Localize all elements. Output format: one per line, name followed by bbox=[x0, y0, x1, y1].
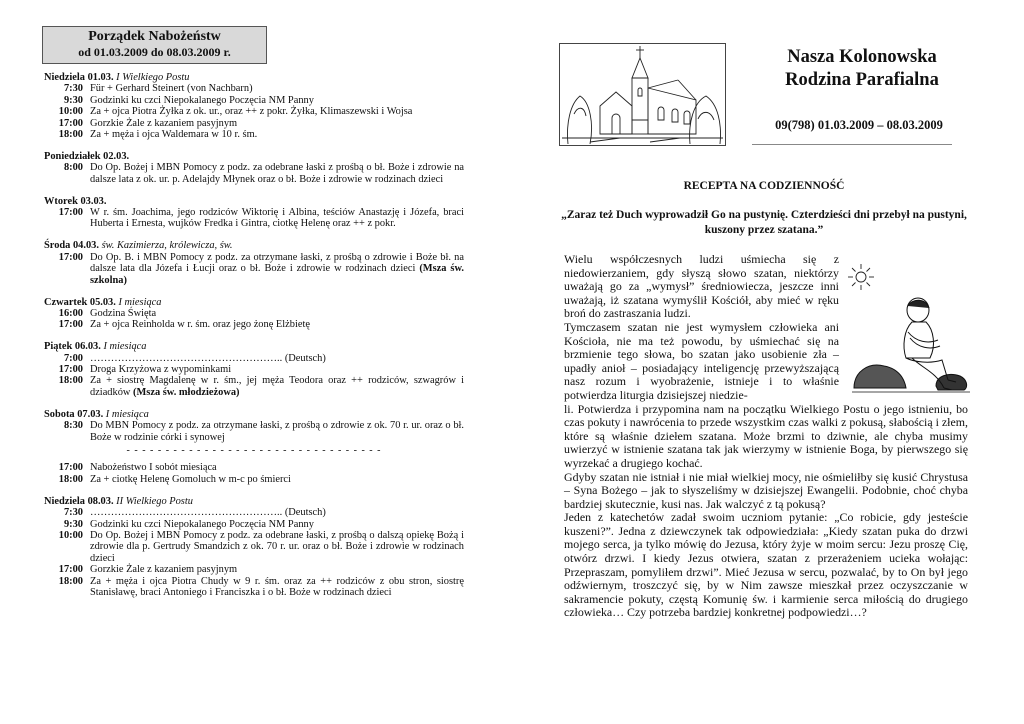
intention-text: Godzinki ku czci Niepokalanego Poczęcia NM Panny bbox=[90, 518, 314, 530]
schedule-row bbox=[44, 106, 464, 117]
day-heading bbox=[44, 341, 464, 352]
day-date: Sobota 07.03. bbox=[44, 408, 104, 420]
mass-time: 10:00 bbox=[58, 106, 83, 118]
intention-text: W r. śm. Joachima, jego rodziców Wiktorię i Albina, teściów Anastazję i Józefa, braci Huberta i Ernesta, wujków Fredka i Gintra, ciotkę Helenę oraz ++ z pokr. bbox=[90, 207, 464, 230]
day-heading bbox=[44, 196, 464, 207]
mass-intention bbox=[90, 252, 464, 286]
article-paragraph: Wielu współczesnych ludzi uśmiecha się z niedowierzaniem, gdy słyszą słowo szatan, niektórzy uważają go za „wymysł” średniowiecza, jeszcze inni uważają, iż szatana wymyślił Kościół, aby mieć w ręku broń do zastraszania ludzi. bbox=[564, 252, 839, 321]
mass-time: 17:00 bbox=[58, 207, 83, 219]
schedule-row bbox=[44, 319, 464, 330]
liturgical-day: św. Kazimierza, królewicza, św. bbox=[101, 240, 233, 252]
mass-intention bbox=[90, 420, 464, 443]
schedule-title-box bbox=[42, 26, 267, 64]
mass-intention bbox=[90, 576, 464, 599]
day-date: Wtorek 03.03. bbox=[44, 195, 107, 207]
schedule-row bbox=[44, 519, 464, 530]
mass-time: 17:00 bbox=[58, 564, 83, 576]
intention-text: Do Op. Bożej i MBN Pomocy z podz. za odebrane łaski, z prośbą o dalszą opiekę Bożą i zdrowie dla p. Gertrudy Smandzich z ok. 70 r. ur. oraz o bł. Boże i zdrowie w rodzinach dzieci bbox=[90, 529, 464, 564]
schedule-row bbox=[44, 474, 464, 485]
schedule-row bbox=[44, 564, 464, 575]
mass-intention bbox=[90, 95, 464, 106]
intention-text: Nabożeństwo I sobót miesiąca bbox=[90, 462, 217, 474]
intention-text: Do Op. Bożej i MBN Pomocy z podz. za odebrane łaski z prośbą o bł. Boże i zdrowie na dalsze lata z ok. ur. p. Adelajdy Młynek oraz o bł. Boże i zdrowie w rodzinach dzieci bbox=[90, 162, 464, 185]
newsletter-title-line2: Rodzina Parafialna bbox=[785, 70, 939, 90]
issue-number: 09(798) 01.03.2009 – 08.03.2009 bbox=[775, 118, 943, 132]
day-date: Środa 04.03. bbox=[44, 240, 99, 252]
church-illustration bbox=[559, 43, 726, 146]
intention-text: Für + Gerhard Steinert (von Nachbarn) bbox=[90, 83, 253, 95]
liturgical-day: I miesiąca bbox=[118, 296, 162, 308]
dotted-separator: - - - - - - - - - - - - - - - - - - - - - - - - - - - - - - - - - bbox=[126, 444, 382, 456]
day-heading bbox=[44, 240, 464, 251]
intention-text: Za + siostrę Magdalenę w r. śm., jej męża Teodora oraz ++ rodziców, szwagrów i dziadków bbox=[90, 375, 464, 398]
mass-label: (Msza św. szkolna) bbox=[90, 263, 464, 286]
day-date: Niedziela 01.03. bbox=[44, 72, 114, 83]
day-date: Piątek 06.03. bbox=[44, 341, 101, 353]
mass-time: 17:00 bbox=[58, 117, 83, 129]
article-paragraph: Gdyby szatan nie istniał i nie miał wielkiej mocy, nie ośmieliłby się kusić Chrystusa – Syna Bożego – jak to słyszeliśmy w dzisiejszej Ewangelii. Podobnie, choć chyba bardziej skutecznie, kusi nas. Jak walczyć z tą pokusą? bbox=[564, 469, 968, 511]
divider bbox=[752, 144, 952, 145]
mass-time: 18:00 bbox=[58, 375, 83, 387]
intention-text: Droga Krzyżowa z wypominkami bbox=[90, 364, 232, 376]
mass-intention bbox=[90, 83, 464, 94]
schedule-day bbox=[44, 496, 464, 599]
intention-text: ……………………………………………….. (Deutsch) bbox=[90, 352, 326, 364]
intention-text: Za + ojca Reinholda w r. śm. oraz jego żonę Elżbietę bbox=[90, 319, 310, 331]
mass-time: 18:00 bbox=[58, 575, 83, 587]
schedule-day bbox=[44, 240, 464, 286]
mass-intention bbox=[90, 308, 464, 319]
schedule-row bbox=[44, 95, 464, 106]
schedule-row bbox=[44, 576, 464, 599]
mass-intention bbox=[90, 462, 464, 473]
schedule-row bbox=[44, 252, 464, 286]
schedule-row bbox=[44, 207, 464, 230]
intention-text: Za + ciotkę Helenę Gomoluch w m-c po śmierci bbox=[90, 473, 291, 485]
article-paragraph: li. Potwierdza i przypomina nam na początku Wielkiego Postu o jego istnieniu, bo czas pokuty i nawrócenia to przede wszystkim czas walki z pokusą, słabością i złem, które są właśnie dziełem szatana. Może brzmi to dziwnie, ale chyba musimy uwierzyć w istnienie szatana tak jak wierzymy w istnienie Boga, by pierwszego się wyrzekać a drugiego kochać. bbox=[564, 401, 968, 470]
day-date: Niedziela 08.03. bbox=[44, 495, 114, 507]
schedule-row bbox=[44, 530, 464, 564]
mass-time: 18:00 bbox=[58, 129, 83, 141]
section-title: RECEPTA NA CODZIENNOŚĆ bbox=[683, 180, 845, 192]
liturgical-day: II Wielkiego Postu bbox=[116, 495, 193, 507]
church-icon bbox=[560, 44, 725, 145]
schedule-day bbox=[44, 341, 464, 398]
schedule-row bbox=[44, 364, 464, 375]
schedule-row bbox=[44, 507, 464, 518]
day-heading bbox=[44, 151, 464, 162]
schedule-row bbox=[44, 375, 464, 398]
article-body bbox=[564, 253, 968, 620]
mass-time: 17:00 bbox=[58, 462, 83, 474]
mass-time: 7:30 bbox=[63, 83, 83, 95]
schedule-day bbox=[44, 72, 464, 140]
mass-intention bbox=[90, 364, 464, 375]
gospel-quote: „Zaraz też Duch wyprowadził Go na pustynię. Czterdzieści dni przebył na pustyni, kuszony przez szatana.” bbox=[561, 209, 967, 236]
schedule-row bbox=[44, 308, 464, 319]
mass-schedule bbox=[44, 72, 464, 609]
day-date: Czwartek 05.03. bbox=[44, 296, 116, 308]
schedule-day bbox=[44, 409, 464, 485]
day-heading bbox=[44, 297, 464, 308]
intention-text: Godzina Święta bbox=[90, 307, 157, 319]
mass-intention bbox=[90, 319, 464, 330]
mass-intention bbox=[90, 474, 464, 485]
schedule-row bbox=[44, 420, 464, 443]
mass-intention bbox=[90, 162, 464, 185]
intention-text: Godzinki ku czci Niepokalanego Poczęcia NM Panny bbox=[90, 94, 314, 106]
mass-time: 18:00 bbox=[58, 473, 83, 485]
intention-text: Do Op. B. i MBN Pomocy z podz. za otrzymane łaski, z prośbą o zdrowie i Boże bł. na dalsze lata dla Józefa i Łucji oraz o bł. Boże i zdrowie w rodzinach dzieci bbox=[90, 251, 464, 275]
schedule-row bbox=[44, 118, 464, 129]
mass-intention bbox=[90, 530, 464, 564]
liturgical-day: I Wielkiego Postu bbox=[116, 72, 190, 83]
mass-time: 9:30 bbox=[63, 518, 83, 530]
mass-intention bbox=[90, 507, 464, 518]
mass-time: 10:00 bbox=[58, 529, 83, 541]
article-paragraph: Jeden z katechetów zadał swoim uczniom pytanie: „Co robicie, gdy jesteście kuszeni?”. Jedna z dziewczynek tak odpowiedziała: „Kiedy szatan puka do drzwi mojego serca, ja tylko mówię do Jezusa, który żyje w moim sercu: Jezu proszę Cię, otwórz drzwi. I kiedy Jezus otwiera, szatan z przerażeniem ucieka wołając: Przepraszam, pomyliłem drzwi”. Mieć Jezusa w sercu, pozwalać, by to On był jego odźwiernym, troszczyć się, by w Nim zawsze mieszkał przez oczyszczanie w sakramencie pokuty, częstą Komunię św. i karmienie serca miłością do drugiego człowieka… Czy potrzeba bardziej konkretnej podpowiedzi…? bbox=[564, 510, 968, 620]
mass-time: 8:00 bbox=[63, 162, 83, 174]
article-paragraph: Tymczasem szatan nie jest wymysłem człowieka ani Kościoła, nie ma też powodu, by uśmiechać się na brzmienie tego słowa, bo szatan jako usobienie zła – upadły anioł – posiadający inteligencję przewyższającą nasz rozum i wyobrażenie, istnieje i to właśnie potwierdza liturgia dzisiejszej niedzie- bbox=[564, 319, 839, 402]
liturgical-day: I miesiąca bbox=[103, 341, 147, 353]
mass-intention bbox=[90, 207, 464, 230]
liturgical-day: I miesiąca bbox=[105, 408, 149, 420]
day-heading bbox=[44, 496, 464, 507]
day-date: Poniedziałek 02.03. bbox=[44, 150, 130, 162]
newsletter-title-line1: Nasza Kolonowska bbox=[787, 47, 937, 67]
schedule-row bbox=[44, 462, 464, 473]
mass-time: 16:00 bbox=[58, 307, 83, 319]
mass-intention bbox=[90, 375, 464, 398]
intention-text: Do MBN Pomocy z podz. za otrzymane łaski, z prośbą o zdrowie z ok. 70 r. ur. oraz o bł. Boże w rodzinie córki i synowej bbox=[90, 420, 464, 443]
schedule-day bbox=[44, 151, 464, 185]
intention-text: Gorzkie Żale z kazaniem pasyjnym bbox=[90, 564, 238, 576]
schedule-row bbox=[44, 353, 464, 364]
mass-intention bbox=[90, 353, 464, 364]
day-heading bbox=[44, 72, 464, 83]
mass-intention bbox=[90, 106, 464, 117]
intention-text: Za + męża i ojca Waldemara w 10 r. śm. bbox=[90, 129, 258, 141]
intention-text: ……………………………………………….. (Deutsch) bbox=[90, 507, 326, 519]
intention-text: Gorzkie Żale z kazaniem pasyjnym bbox=[90, 117, 238, 129]
intention-text: Za + ojca Piotra Żyłka z ok. ur., oraz ++ z pokr. Żyłka, Klimaszewski i Wojsa bbox=[90, 106, 413, 118]
schedule-day bbox=[44, 297, 464, 331]
mass-time: 17:00 bbox=[58, 319, 83, 331]
mass-time: 17:00 bbox=[58, 251, 83, 263]
mass-label: (Msza św. młodzieżowa) bbox=[133, 386, 240, 398]
intention-text: Za + męża i ojca Piotra Chudy w 9 r. śm. oraz za ++ rodziców z obu stron, siostrę Stanisławę, braci Antoniego i Franciszka i o bł. Boże w rodzinach dzieci bbox=[90, 575, 464, 598]
mass-intention bbox=[90, 564, 464, 575]
day-heading bbox=[44, 409, 464, 420]
mass-intention bbox=[90, 118, 464, 129]
schedule-row bbox=[44, 129, 464, 140]
mass-time: 8:30 bbox=[63, 420, 83, 432]
schedule-row bbox=[44, 83, 464, 94]
mass-time: 17:00 bbox=[58, 364, 83, 376]
schedule-title: Porządek Nabożeństw bbox=[88, 29, 221, 44]
schedule-dates: od 01.03.2009 do 08.03.2009 r. bbox=[78, 45, 231, 59]
schedule-row bbox=[44, 162, 464, 185]
mass-intention bbox=[90, 129, 464, 140]
mass-time: 7:00 bbox=[63, 352, 83, 364]
mass-intention bbox=[90, 519, 464, 530]
mass-time: 9:30 bbox=[63, 94, 83, 106]
newsletter-title bbox=[742, 46, 982, 92]
schedule-day bbox=[44, 196, 464, 230]
mass-time: 7:30 bbox=[63, 507, 83, 519]
